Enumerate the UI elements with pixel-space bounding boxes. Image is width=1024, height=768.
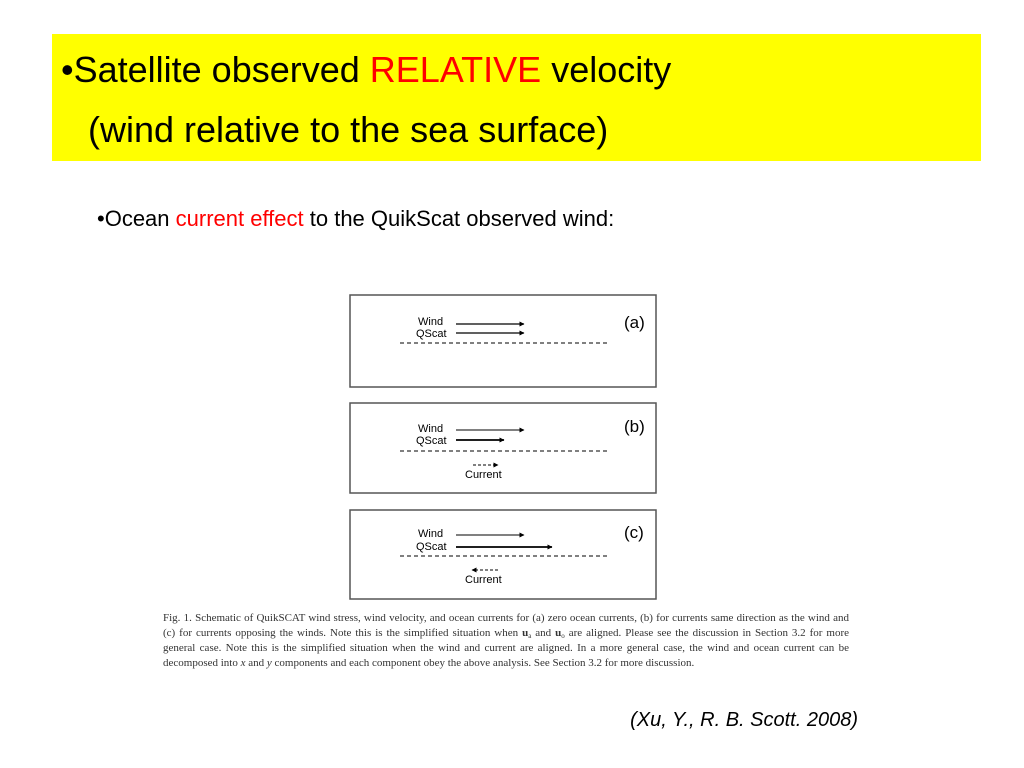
- panel-b-qscat-label: QScat: [416, 435, 447, 447]
- subtitle: [97, 205, 614, 233]
- title-text-pre: Satellite observed: [73, 49, 370, 90]
- panel-c-qscat-label: QScat: [416, 541, 447, 553]
- panel-c-label: (c): [624, 523, 644, 542]
- panel-a: [350, 295, 656, 387]
- panel-a-label: (a): [624, 313, 645, 332]
- panel-a-frame: [350, 295, 656, 387]
- caption-u-o-symbol: u: [555, 627, 562, 639]
- subtitle-bullet: •: [97, 206, 105, 231]
- title-line-1: [61, 48, 671, 92]
- panel-c-current-label: Current: [465, 574, 502, 586]
- panel-a-qscat-label: QScat: [416, 328, 447, 340]
- figure-caption: [163, 611, 849, 671]
- panel-c-wind-label: Wind: [418, 528, 444, 540]
- title-line-2: (wind relative to the sea surface): [88, 109, 609, 150]
- title-highlight: RELATIVE: [369, 49, 542, 90]
- subtitle-highlight: current effect: [175, 206, 304, 231]
- title-bullet: •: [61, 49, 74, 90]
- citation: (Xu, Y., R. B. Scott. 2008): [630, 709, 858, 731]
- caption-part-2: are aligned. Please see the discussion in Section 3.2 for more general case. Note this is the simplified situation when the wind and current are aligned. In a more general case, the wind and ocean current can be decomposed into: [163, 627, 850, 669]
- caption-part-3: components and each component obey the above analysis. See Section 3.2 for more discussion.: [271, 657, 695, 669]
- subtitle-text-post: to the QuikScat observed wind:: [303, 206, 615, 231]
- panel-b-label: (b): [624, 417, 645, 436]
- caption-u-a-symbol: u: [522, 627, 529, 639]
- caption-u-a-subscript: a: [528, 632, 532, 640]
- title-banner: [52, 34, 981, 161]
- caption-and-1: and: [531, 627, 556, 639]
- caption-and-2: and: [245, 657, 267, 669]
- panel-b-wind-label: Wind: [418, 423, 444, 435]
- title-text-post: velocity: [541, 49, 672, 90]
- caption-part-1: Fig. 1. Schematic of QuikSCAT wind stress, wind velocity, and ocean currents for (a) zero ocean currents, (b) for currents same direction as the wind and (c) for currents opposing the winds. Note this is the simplified situation when: [163, 612, 849, 639]
- caption-x-variable: x: [240, 657, 246, 669]
- subtitle-text-pre: Ocean: [104, 206, 176, 231]
- panel-c-frame: [350, 510, 656, 599]
- panel-b: [350, 403, 656, 493]
- panel-b-current-label: Current: [465, 469, 502, 481]
- schematic-figure: [348, 293, 660, 607]
- caption-y-variable: y: [266, 657, 272, 669]
- panel-b-frame: [350, 403, 656, 493]
- panel-a-wind-label: Wind: [418, 316, 444, 328]
- caption-u-o-subscript: o: [561, 632, 565, 640]
- panel-c: [350, 510, 656, 599]
